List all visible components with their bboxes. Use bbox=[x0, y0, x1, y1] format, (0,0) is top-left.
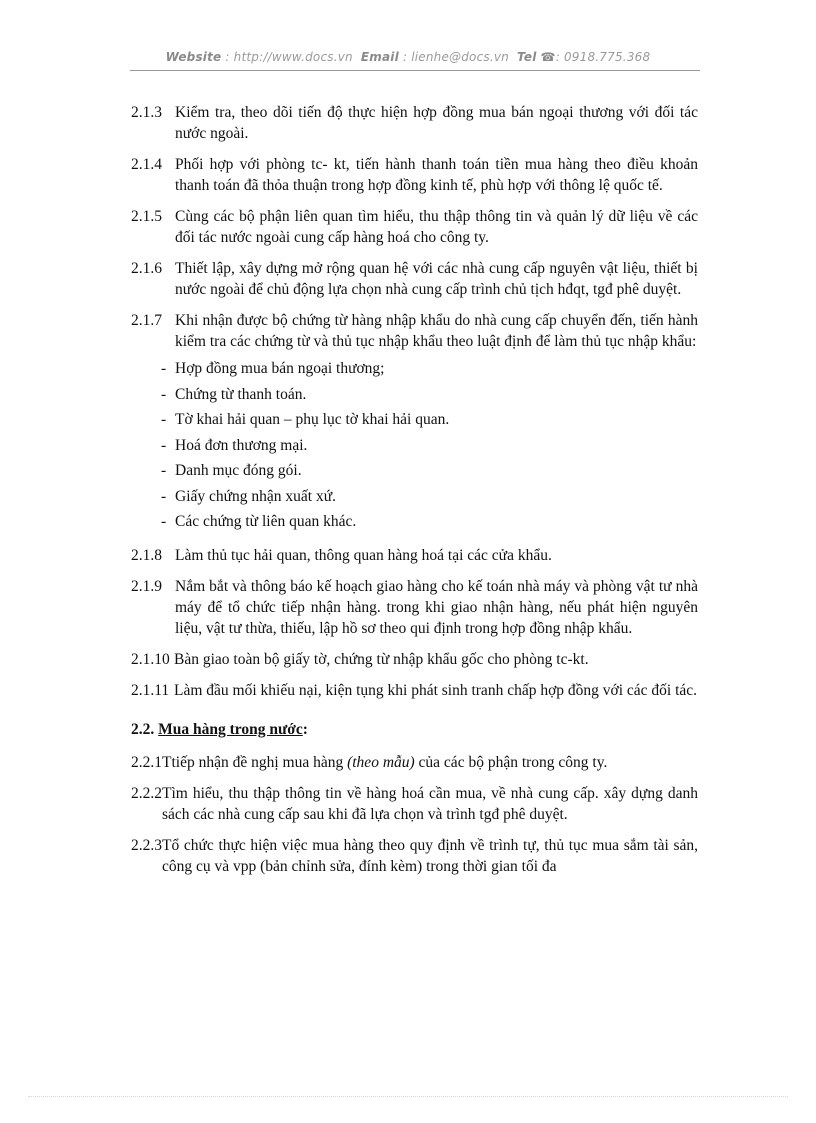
item-text: Làm đầu mối khiếu nại, kiện tụng khi phát sinh tranh chấp hợp đồng với các đối tác. bbox=[174, 681, 698, 699]
item-number: 2.1.6 bbox=[131, 260, 162, 277]
tel-label: Tel bbox=[517, 50, 537, 64]
section-number: 2.2. bbox=[131, 720, 155, 738]
item-number: 2.2.2 bbox=[131, 784, 162, 802]
email-value: : lienhe@docs.vn bbox=[402, 50, 509, 64]
list-item bbox=[131, 258, 698, 300]
list-item bbox=[131, 649, 698, 670]
item-text: Tổ chức thực hiện việc mua hàng theo quy định về trình tự, thủ tục mua sắm tài sản, công cụ và vpp (bản chỉnh sửa, đính kèm) trong thời gian tối đa bbox=[162, 836, 698, 875]
bullet-item: - Các chứng từ liên quan khác. bbox=[161, 513, 357, 530]
item-number: 2.1.9 bbox=[131, 577, 162, 595]
item-number: 2.1.5 bbox=[131, 208, 162, 225]
item-number: 2.1.4 bbox=[131, 156, 162, 173]
item-text: Tìm hiểu, thu thập thông tin về hàng hoá cần mua, về nhà cung cấp. xây dựng danh sách các nhà cung cấp sau khi đã lựa chọn và trình tgđ phê duyệt. bbox=[162, 784, 698, 823]
item-text: Cùng các bộ phận liên quan tìm hiểu, thu thập thông tin và quản lý dữ liệu về các đối tác nước ngoài cung cấp hàng hoá cho công ty. bbox=[175, 208, 698, 246]
list-item bbox=[131, 154, 698, 196]
list-item bbox=[131, 783, 698, 825]
footer-divider bbox=[28, 1096, 788, 1097]
item-emphasis: (theo mẫu) bbox=[347, 753, 415, 771]
item-number: 2.1.10 bbox=[131, 650, 170, 668]
tel-value: : 0918.775.368 bbox=[555, 50, 651, 64]
section-title: Mua hàng trong nước bbox=[158, 720, 303, 738]
item-text: Nắm bắt và thông báo kế hoạch giao hàng cho kế toán nhà máy và phòng vật tư nhà máy để tổ chức tiếp nhận hàng. trong khi giao nhận hàng, nếu phát hiện nguyên liệu, vật tư thừa, thiếu, lập hồ sơ theo qui định trong hợp đồng nhập khẩu. bbox=[175, 577, 698, 637]
email-label: Email bbox=[360, 50, 399, 64]
list-item bbox=[131, 206, 698, 248]
item-number: 2.1.11 bbox=[131, 681, 170, 699]
section-heading bbox=[131, 719, 698, 740]
bullet-item: - Hợp đồng mua bán ngoại thương; bbox=[161, 360, 385, 377]
item-text: Bàn giao toàn bộ giấy tờ, chứng từ nhập khẩu gốc cho phòng tc-kt. bbox=[174, 650, 589, 668]
section-suffix: : bbox=[302, 720, 308, 738]
list-item bbox=[131, 310, 698, 352]
item-number: 2.1.7 bbox=[131, 312, 162, 329]
list-item bbox=[131, 576, 698, 639]
bullet-item: - Giấy chứng nhận xuất xứ. bbox=[161, 487, 337, 505]
item-text-tail: của các bộ phận trong công ty. bbox=[414, 753, 608, 771]
item-text: Phối hợp với phòng tc- kt, tiến hành thanh toán tiền mua hàng theo điều khoản thanh toán đã thỏa thuận trong hợp đồng kinh tế, phù hợp với thông lệ quốc tế. bbox=[175, 156, 698, 194]
item-text: Làm thủ tục hải quan, thông quan hàng hoá tại các cửa khẩu. bbox=[175, 546, 552, 564]
bullet-item: - Danh mục đóng gói. bbox=[161, 462, 302, 479]
item-number: 2.1.3 bbox=[131, 104, 162, 121]
item-text: Khi nhận được bộ chứng từ hàng nhập khẩu do nhà cung cấp chuyển đến, tiến hành kiểm tra các chứng từ và thủ tục nhập khẩu theo luật định để làm thủ tục nhập khẩu: bbox=[175, 312, 698, 350]
item-text: Thiết lập, xây dựng mở rộng quan hệ với các nhà cung cấp nguyên vật liệu, thiết bị nước ngoài để chủ động lựa chọn nhà cung cấp trình chủ tịch hđqt, tgđ phê duyệt. bbox=[175, 260, 698, 298]
website-label: Website bbox=[165, 50, 222, 64]
bullet-item: - Hoá đơn thương mại. bbox=[161, 436, 308, 454]
bullet-item: - Chứng từ thanh toán. bbox=[161, 385, 307, 403]
item-number: 2.2.1 bbox=[131, 753, 162, 771]
phone-icon: ☎ bbox=[540, 50, 556, 64]
list-item bbox=[131, 752, 698, 773]
list-item bbox=[131, 680, 698, 701]
list-item bbox=[131, 102, 698, 144]
document-list bbox=[131, 356, 698, 535]
list-item bbox=[131, 545, 698, 566]
item-number: 2.2.3 bbox=[131, 836, 162, 854]
item-text: Kiểm tra, theo dõi tiến độ thực hiện hợp đồng mua bán ngoại thương với đối tác nước ngoài. bbox=[175, 104, 698, 142]
header-divider bbox=[130, 70, 700, 71]
page-header bbox=[0, 50, 816, 64]
item-number: 2.1.8 bbox=[131, 546, 162, 564]
bullet-item: - Tờ khai hải quan – phụ lục tờ khai hải quan. bbox=[161, 411, 450, 428]
list-item bbox=[131, 835, 698, 877]
item-text: Ttiếp nhận đề nghị mua hàng bbox=[162, 753, 348, 771]
document-body bbox=[131, 102, 698, 887]
website-value: : http://www.docs.vn bbox=[225, 50, 353, 64]
